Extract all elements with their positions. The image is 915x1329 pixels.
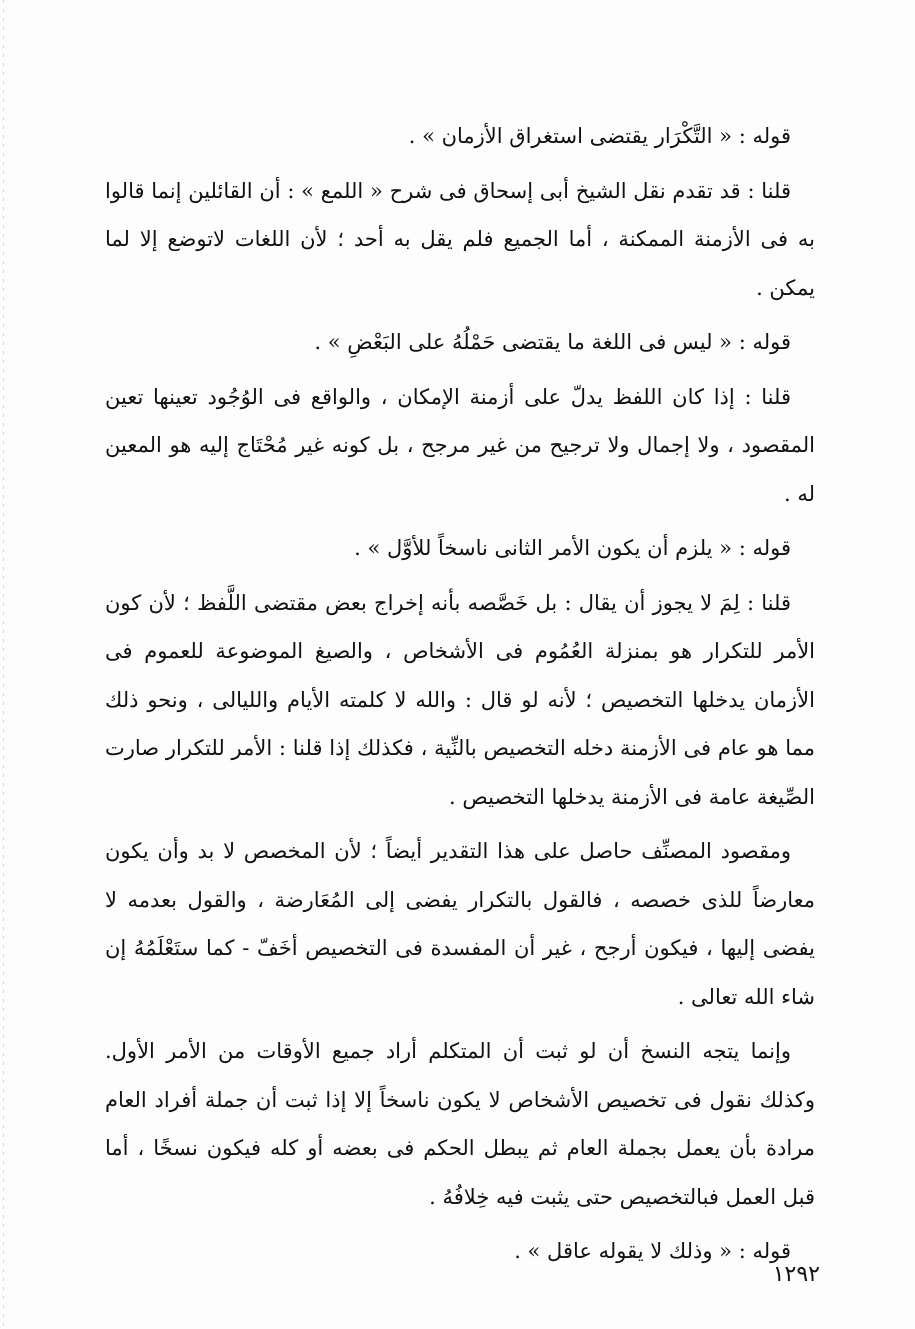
page-number: ١٢٩٢ — [772, 1262, 820, 1287]
main-text — [105, 112, 815, 1276]
paragraph-9: قوله : « وذلك لا يقوله عاقل » . — [514, 1239, 791, 1263]
paragraph-4: قلنا : إذا كان اللفظ يدلّ على أزمنة الإمكان ، والواقع فى الوُجُود تعينها تعين المقصود ، ولا إجمال ولا ترجيح من غير مرجح ، بل كونه غير مُحْتَاج إليه هو المعين له . — [105, 384, 815, 506]
paragraph-6: قلنا : لِمَ لا يجوز أن يقال : بل خَصَّصه بأنه إخراج بعض مقتضى اللَّفظ ؛ لأن كون الأمر للتكرار هو بمنزلة العُمُوم فى الأشخاص ، والصيغ الموضوعة للعموم فى الأزمان يدخلها التخصيص ؛ لأنه لو قال : والله لا كلمته الأيام والليالى ، ونحو ذلك مما هو عام فى الأزمنة دخله التخصيص بالنِّية ، فكذلك إذا قلنا : الأمر للتكرار صارت الصِّيغة عامة فى الأزمنة يدخلها التخصيص . — [105, 590, 815, 809]
paragraph-2: قلنا : قد تقدم نقل الشيخ أبى إسحاق فى شرح « اللمع » : أن القائلين إنما قالوا به فى الأزمنة الممكنة ، أما الجميع فلم يقل به أحد ؛ لأن اللغات لاتوضع إلا لما يمكن . — [105, 178, 815, 300]
paragraph-7: ومقصود المصنِّف حاصل على هذا التقدير أيضاً ؛ لأن المخصص لا بد وأن يكون معارضاً للذى خصصه ، فالقول بالتكرار يفضى إلى المُعَارضة ، والقول بعدمه لا يفضى إليها ، فيكون أرجح ، غير أن المفسدة فى التخصيص أخَفّ - كما ستَعْلَمُهُ إن شاء الله تعالى . — [105, 839, 815, 1009]
paragraph-8: وإنما يتجه النسخ أن لو ثبت أن المتكلم أراد جميع الأوقات من الأمر الأول. وكذلك نقول فى تخصيص الأشخاص لا يكون ناسخاً إلا إذا ثبت أن جملة أفراد العام مرادة بأن يعمل بجملة العام ثم يبطل الحكم فى بعضه أو كله فيكون نسخًا ، أما قبل العمل فبالتخصيص حتى يثبت فيه خِلافُهُ . — [105, 1039, 815, 1209]
paragraph-3: قوله : « ليس فى اللغة ما يقتضى حَمْلُهُ على البَعْضِ » . — [314, 330, 791, 354]
paragraph-5: قوله : « يلزم أن يكون الأمر الثانى ناسخاً للأوَّل » . — [354, 536, 791, 560]
scan-edge-line — [3, 0, 4, 1329]
paragraph-1: قوله : « التَّكْرَار يقتضى استغراق الأزمان » . — [408, 124, 791, 148]
